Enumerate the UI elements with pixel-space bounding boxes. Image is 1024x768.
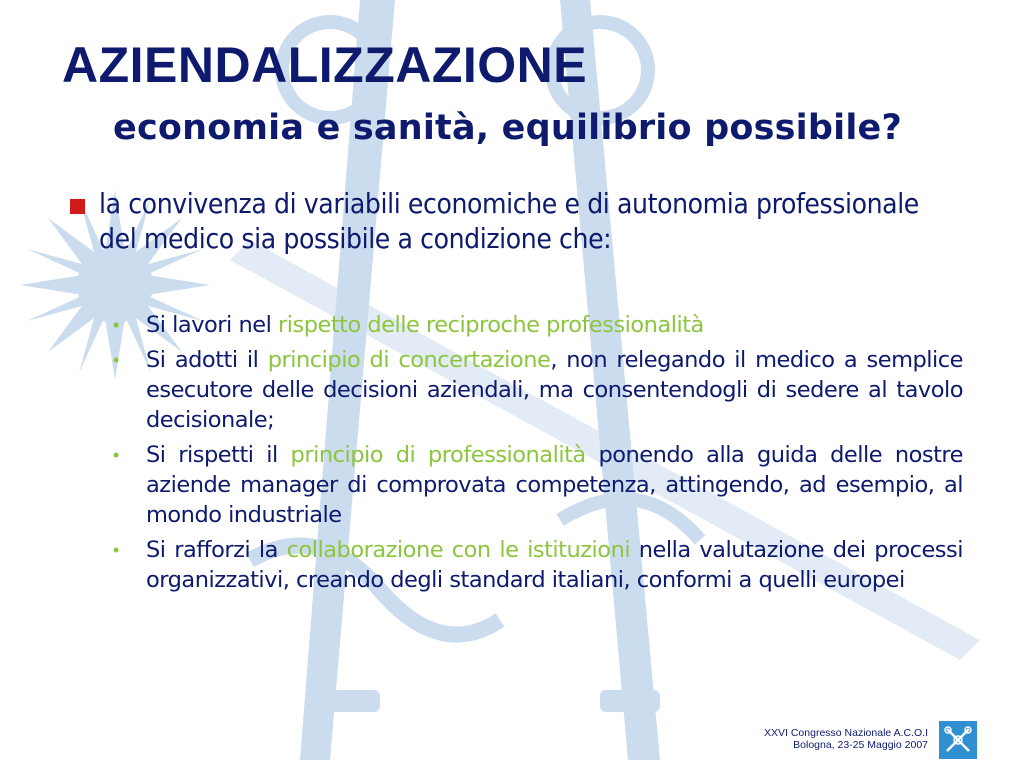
footer-line-congress: XXVI Congresso Nazionale A.C.O.I (764, 727, 928, 739)
item-text-highlight: rispetto delle reciproche professionalità (277, 312, 704, 338)
dot-bullet-icon: • (113, 445, 120, 465)
list-item-text (146, 440, 963, 530)
item-text-plain: Si rafforzi la (146, 537, 287, 563)
list-item-text (146, 535, 963, 595)
item-text-plain: ponendo alla guida delle nostre aziende manager di comprovata competenza, attingendo, ad esempio, al mondo industriale (146, 442, 963, 528)
acoi-logo-icon (939, 721, 977, 759)
item-text-plain: Si rispetti il (146, 442, 291, 468)
list-item-text (146, 310, 963, 340)
item-text-highlight: principio di concertazione (267, 347, 551, 373)
item-text-plain: Si lavori nel (146, 312, 278, 338)
list-item (113, 440, 963, 530)
list-item (113, 535, 963, 595)
intro-paragraph (70, 186, 950, 256)
intro-text: la convivenza di variabili economiche e di autonomia professionale del medico sia possibile a condizione che: (99, 187, 919, 255)
bullet-list (113, 310, 963, 600)
list-item-text (146, 345, 963, 435)
footer-line-date: Bologna, 23-25 Maggio 2007 (793, 739, 928, 751)
dot-bullet-icon: • (113, 350, 120, 370)
item-text-plain: , non relegando il medico a semplice esecutore delle decisioni aziendali, ma consentendogli di sedere al tavolo decisionale; (146, 347, 963, 433)
footer-credits (764, 727, 928, 751)
dot-bullet-icon: • (113, 540, 120, 560)
list-item (113, 310, 963, 340)
slide-subtitle: economia e sanità, equilibrio possibile? (113, 108, 902, 148)
item-text-highlight: principio di professionalità (290, 442, 586, 468)
item-text-plain: Si adotti il (146, 347, 268, 373)
item-text-plain: nella valutazione dei processi organizzativi, creando degli standard italiani, conformi a quelli europei (146, 537, 963, 593)
dot-bullet-icon: • (113, 315, 120, 335)
red-square-bullet-icon (70, 199, 85, 214)
slide-title: AZIENDALIZZAZIONE (62, 37, 588, 93)
item-text-highlight: collaborazione con le istituzioni (286, 537, 631, 563)
list-item (113, 345, 963, 435)
